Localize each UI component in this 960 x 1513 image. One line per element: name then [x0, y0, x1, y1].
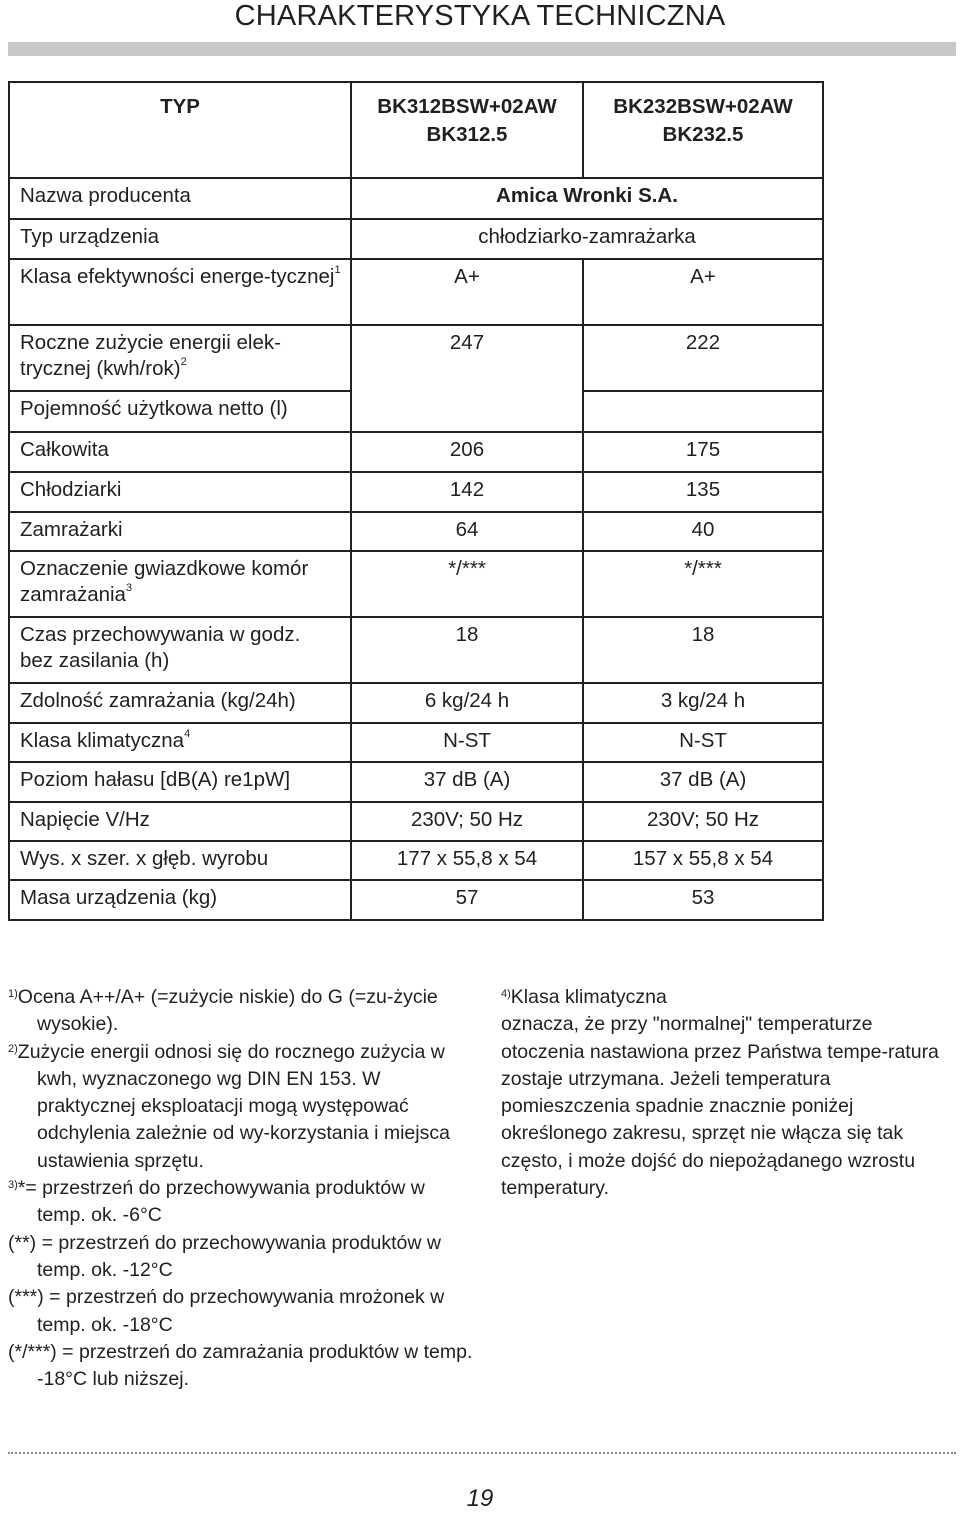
header-model-1	[351, 82, 583, 178]
table-header-row	[9, 82, 823, 178]
table-row	[9, 259, 823, 325]
row-value-1: 6 kg/24 h	[351, 683, 583, 723]
row-label: Wys. x szer. x głęb. wyrobu	[9, 841, 351, 880]
climate-class-label	[9, 723, 351, 762]
footer-divider	[8, 1452, 956, 1454]
table-row	[9, 762, 823, 802]
footnote-ref-3: 3	[125, 582, 133, 595]
star-rating-label-line2-text: zamrażania	[20, 583, 126, 606]
footnote-1-text: Ocena A++/A+ (=zużycie niskie) do G (=zu-życie wysokie).	[17, 986, 438, 1036]
footnote-ref-2: 2	[180, 356, 187, 369]
header-model-1-line1: BK312BSW+02AW	[377, 95, 557, 118]
table-row	[9, 391, 823, 432]
star-rating-value-2: */***	[583, 551, 823, 617]
energy-class-label	[9, 259, 351, 325]
row-value-2: 175	[583, 432, 823, 472]
row-value-1: 142	[351, 472, 583, 512]
star-rating-label-line2	[20, 582, 350, 608]
row-label: Poziom hałasu [dB(A) re1pW]	[9, 762, 351, 802]
energy-class-value-1: A+	[351, 259, 583, 325]
header-model-2	[583, 82, 823, 178]
footnote-ref-1: 1	[334, 264, 341, 277]
row-value-1: 37 dB (A)	[351, 762, 583, 802]
table-row	[9, 841, 823, 880]
star-rating-label	[9, 551, 351, 617]
table-row	[9, 551, 823, 617]
footnote-4-title: Klasa klimatyczna	[510, 986, 667, 1008]
footnote-3	[8, 1175, 478, 1230]
footnote-4-text: oznacza, że przy "normalnej" temperaturze otoczenia nastawiona przez Państwa tempe-ratura zostaje utrzymana. Jeżeli temperatura pomieszczenia spadnie znacznie poniżej określonego zakresu, sprzęt nie włącza się tak często, i może dojść do niepożądanego wzrostu temperatury.	[501, 1013, 939, 1200]
storage-time-label-line1: Czas przechowywania w godz.	[20, 623, 301, 646]
footnote-3d	[8, 1339, 478, 1394]
footnote-2-marker: 2)	[8, 1042, 18, 1055]
row-value-1: 57	[351, 880, 583, 920]
device-type-label: Typ urządzenia	[9, 219, 351, 259]
row-value-2: 37 dB (A)	[583, 762, 823, 802]
table-row	[9, 880, 823, 920]
row-label: Całkowita	[9, 432, 351, 472]
footnotes-right	[501, 984, 951, 1202]
annual-energy-label	[9, 325, 351, 391]
footnote-3-text: *= przestrzeń do przechowywania produktów w temp. ok. -6°C	[17, 1177, 425, 1227]
table-row	[9, 325, 823, 391]
table-row	[9, 617, 823, 683]
footnote-2	[8, 1039, 478, 1175]
storage-time-value-2: 18	[583, 617, 823, 683]
row-value-2: 230V; 50 Hz	[583, 802, 823, 841]
storage-time-value-1: 18	[351, 617, 583, 683]
footnote-3b	[8, 1230, 478, 1285]
table-row	[9, 219, 823, 259]
row-value-1: 230V; 50 Hz	[351, 802, 583, 841]
producer-label: Nazwa producenta	[9, 178, 351, 219]
table-row	[9, 432, 823, 472]
table-row	[9, 802, 823, 841]
footnote-3b-text: (**) = przestrzeń do przechowywania produktów w temp. ok. -12°C	[8, 1231, 441, 1281]
row-value-2: 135	[583, 472, 823, 512]
table-row	[9, 723, 823, 762]
footnote-ref-4: 4	[184, 728, 191, 741]
star-rating-value-1: */***	[351, 551, 583, 617]
energy-class-value-2: A+	[583, 259, 823, 325]
energy-class-label-text: Klasa efektywności energe-tycznej	[20, 265, 335, 288]
table-row	[9, 512, 823, 551]
title-underline-bar	[8, 42, 956, 56]
footnote-3-marker: 3)	[8, 1179, 18, 1192]
row-label: Zamrażarki	[9, 512, 351, 551]
row-label: Napięcie V/Hz	[9, 802, 351, 841]
producer-value: Amica Wronki S.A.	[351, 178, 823, 219]
annual-energy-value-2: 222	[583, 325, 823, 391]
footnote-4-marker: 4)	[501, 988, 511, 1000]
page-title: CHARAKTERYSTYKA TECHNICZNA	[234, 0, 726, 32]
row-label: Zdolność zamrażania (kg/24h)	[9, 683, 351, 723]
spec-table	[8, 81, 824, 921]
row-value-2: 157 x 55,8 x 54	[583, 841, 823, 880]
row-value-2: 40	[583, 512, 823, 551]
footnote-1-marker: 1)	[8, 988, 18, 1000]
table-row	[9, 178, 823, 219]
table-row	[9, 683, 823, 723]
footnote-1	[8, 984, 478, 1039]
row-value-2: 53	[583, 880, 823, 920]
header-type-label: TYP	[9, 82, 351, 178]
storage-time-label	[9, 617, 351, 683]
row-value-1: N-ST	[351, 723, 583, 762]
footnote-2-text: Zużycie energii odnosi się do rocznego zużycia w kwh, wyznaczonego wg DIN EN 153. W praktycznej eksploatacji mogą występować odchylenia zależnie od wy-korzystania i miejsca ustawienia sprzętu.	[17, 1040, 450, 1172]
row-value-1: 177 x 55,8 x 54	[351, 841, 583, 880]
footnote-3d-text: (*/***) = przestrzeń do zamrażania produktów w temp. -18°C lub niższej.	[8, 1340, 473, 1391]
row-value-1: 64	[351, 512, 583, 551]
row-label: Masa urządzenia (kg)	[9, 880, 351, 920]
star-rating-label-line1: Oznaczenie gwiazdkowe komór	[20, 557, 309, 580]
header-model-1-line2: BK312.5	[426, 123, 508, 146]
footnote-4-heading	[501, 984, 951, 1011]
net-capacity-label: Pojemność użytkowa netto (l)	[9, 391, 351, 432]
header-model-2-line2: BK232.5	[662, 123, 744, 146]
row-value-1: 206	[351, 432, 583, 472]
row-label: Chłodziarki	[9, 472, 351, 512]
row-value-2: N-ST	[583, 723, 823, 762]
footnotes-left	[8, 984, 478, 1393]
climate-class-label-text: Klasa klimatyczna	[20, 729, 185, 752]
net-capacity-empty-1	[351, 391, 583, 432]
table-row	[9, 472, 823, 512]
net-capacity-empty-2	[583, 391, 823, 432]
device-type-value: chłodziarko-zamrażarka	[351, 219, 823, 259]
storage-time-label-line2: bez zasilania (h)	[20, 649, 170, 672]
footnote-3c-text: (***) = przestrzeń do przechowywania mrożonek w temp. ok. -18°C	[8, 1286, 445, 1336]
header-model-2-line1: BK232BSW+02AW	[613, 95, 793, 118]
annual-energy-label-text: Roczne zużycie energii elek-trycznej (kwh/rok)	[20, 331, 281, 380]
footnote-3c	[8, 1284, 478, 1339]
row-value-2: 3 kg/24 h	[583, 683, 823, 723]
page-number: 19	[466, 1485, 494, 1512]
annual-energy-value-1: 247	[351, 325, 583, 391]
